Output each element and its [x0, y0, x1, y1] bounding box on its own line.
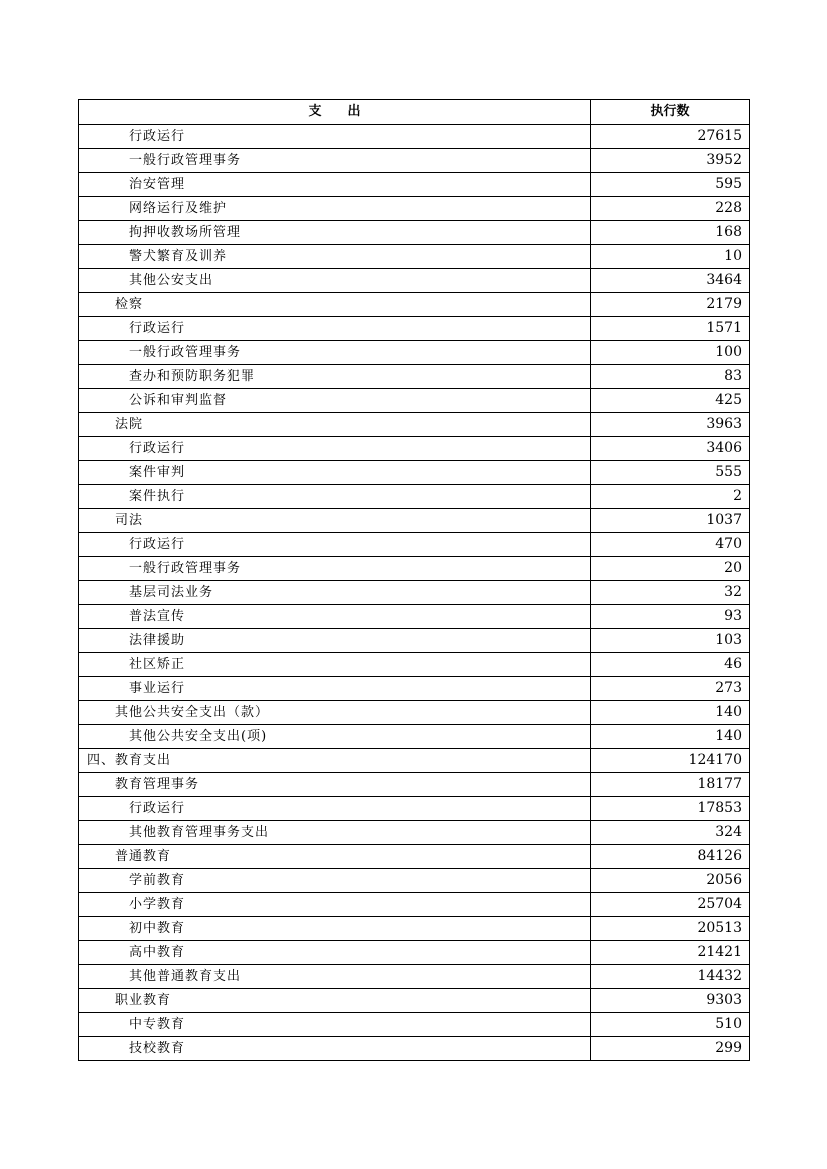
table-header-row	[79, 100, 750, 125]
table-row	[79, 917, 750, 941]
row-item-name: 案件审判	[79, 461, 591, 485]
row-item-name: 一般行政管理事务	[79, 557, 591, 581]
row-item-name: 其他普通教育支出	[79, 965, 591, 989]
row-item-name: 其他教育管理事务支出	[79, 821, 591, 845]
table-row	[79, 149, 750, 173]
row-item-value: 470	[591, 533, 750, 557]
row-item-name: 社区矫正	[79, 653, 591, 677]
table-row	[79, 461, 750, 485]
table-row	[79, 941, 750, 965]
row-item-value: 84126	[591, 845, 750, 869]
row-item-value: 299	[591, 1037, 750, 1061]
row-item-name: 一般行政管理事务	[79, 149, 591, 173]
row-item-name: 警犬繁育及训养	[79, 245, 591, 269]
row-item-name: 其他公共安全支出(项)	[79, 725, 591, 749]
table-row	[79, 485, 750, 509]
row-item-name: 其他公安支出	[79, 269, 591, 293]
table-row	[79, 749, 750, 773]
row-item-name: 行政运行	[79, 317, 591, 341]
row-item-value: 510	[591, 1013, 750, 1037]
row-item-value: 2056	[591, 869, 750, 893]
row-item-name: 普法宣传	[79, 605, 591, 629]
table-row	[79, 797, 750, 821]
row-item-name: 中专教育	[79, 1013, 591, 1037]
row-item-value: 93	[591, 605, 750, 629]
row-item-value: 595	[591, 173, 750, 197]
row-item-name: 四、教育支出	[79, 749, 591, 773]
row-item-name: 法律援助	[79, 629, 591, 653]
table-row	[79, 173, 750, 197]
row-item-value: 100	[591, 341, 750, 365]
row-item-value: 20513	[591, 917, 750, 941]
table-row	[79, 701, 750, 725]
row-item-value: 20	[591, 557, 750, 581]
table-row	[79, 1013, 750, 1037]
row-item-value: 3963	[591, 413, 750, 437]
row-item-value: 9303	[591, 989, 750, 1013]
row-item-name: 司法	[79, 509, 591, 533]
row-item-name: 案件执行	[79, 485, 591, 509]
row-item-name: 行政运行	[79, 437, 591, 461]
row-item-name: 行政运行	[79, 125, 591, 149]
row-item-value: 103	[591, 629, 750, 653]
table-row	[79, 629, 750, 653]
row-item-value: 324	[591, 821, 750, 845]
table-row	[79, 557, 750, 581]
table-row	[79, 317, 750, 341]
row-item-value: 2179	[591, 293, 750, 317]
row-item-name: 高中教育	[79, 941, 591, 965]
row-item-name: 技校教育	[79, 1037, 591, 1061]
table-row	[79, 581, 750, 605]
row-item-name: 行政运行	[79, 533, 591, 557]
row-item-name: 事业运行	[79, 677, 591, 701]
table-row	[79, 869, 750, 893]
row-item-name: 小学教育	[79, 893, 591, 917]
table-row	[79, 197, 750, 221]
table-row	[79, 293, 750, 317]
row-item-value: 1571	[591, 317, 750, 341]
row-item-value: 27615	[591, 125, 750, 149]
table-row	[79, 341, 750, 365]
table-row	[79, 365, 750, 389]
table-row	[79, 221, 750, 245]
row-item-value: 25704	[591, 893, 750, 917]
row-item-name: 一般行政管理事务	[79, 341, 591, 365]
row-item-value: 46	[591, 653, 750, 677]
row-item-name: 治安管理	[79, 173, 591, 197]
row-item-name: 教育管理事务	[79, 773, 591, 797]
row-item-name: 公诉和审判监督	[79, 389, 591, 413]
table-row	[79, 125, 750, 149]
table-row	[79, 509, 750, 533]
table-row	[79, 965, 750, 989]
table-row	[79, 821, 750, 845]
row-item-value: 140	[591, 725, 750, 749]
table-row	[79, 437, 750, 461]
row-item-name: 初中教育	[79, 917, 591, 941]
table-row	[79, 845, 750, 869]
table-row	[79, 605, 750, 629]
table-row	[79, 389, 750, 413]
column-header-executed-amount: 执行数	[591, 100, 750, 125]
table-row	[79, 1037, 750, 1061]
row-item-name: 法院	[79, 413, 591, 437]
row-item-value: 18177	[591, 773, 750, 797]
row-item-value: 17853	[591, 797, 750, 821]
row-item-value: 228	[591, 197, 750, 221]
row-item-name: 拘押收教场所管理	[79, 221, 591, 245]
row-item-value: 273	[591, 677, 750, 701]
row-item-value: 3952	[591, 149, 750, 173]
table-row	[79, 413, 750, 437]
row-item-value: 83	[591, 365, 750, 389]
row-item-value: 555	[591, 461, 750, 485]
row-item-value: 32	[591, 581, 750, 605]
row-item-name: 检察	[79, 293, 591, 317]
table-row	[79, 269, 750, 293]
row-item-value: 168	[591, 221, 750, 245]
row-item-value: 10	[591, 245, 750, 269]
table-row	[79, 773, 750, 797]
row-item-value: 3406	[591, 437, 750, 461]
row-item-name: 基层司法业务	[79, 581, 591, 605]
table-row	[79, 989, 750, 1013]
row-item-value: 140	[591, 701, 750, 725]
row-item-name: 查办和预防职务犯罪	[79, 365, 591, 389]
row-item-name: 职业教育	[79, 989, 591, 1013]
row-item-name: 普通教育	[79, 845, 591, 869]
row-item-value: 425	[591, 389, 750, 413]
row-item-name: 行政运行	[79, 797, 591, 821]
row-item-value: 1037	[591, 509, 750, 533]
table-row	[79, 653, 750, 677]
table-body	[79, 125, 750, 1061]
column-header-expenditure: 支 出	[79, 100, 591, 125]
row-item-value: 14432	[591, 965, 750, 989]
row-item-name: 其他公共安全支出（款）	[79, 701, 591, 725]
row-item-value: 124170	[591, 749, 750, 773]
table-row	[79, 533, 750, 557]
table-row	[79, 245, 750, 269]
row-item-value: 2	[591, 485, 750, 509]
row-item-value: 21421	[591, 941, 750, 965]
row-item-name: 网络运行及维护	[79, 197, 591, 221]
table-row	[79, 725, 750, 749]
table-row	[79, 893, 750, 917]
row-item-name: 学前教育	[79, 869, 591, 893]
row-item-value: 3464	[591, 269, 750, 293]
expenditure-table	[78, 99, 750, 1061]
table-row	[79, 677, 750, 701]
